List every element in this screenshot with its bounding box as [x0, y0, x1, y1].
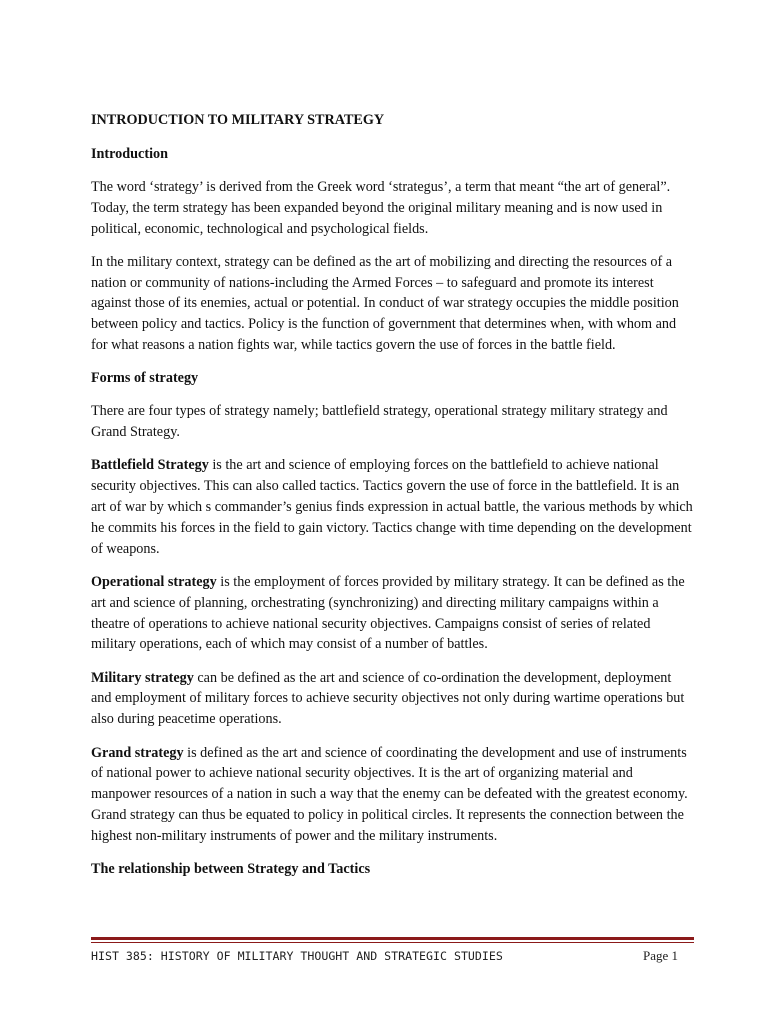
- document-page: [91, 110, 695, 892]
- paragraph-operational-strategy: [91, 572, 695, 655]
- definition-battlefield-strategy: is the art and science of employing forces on the battlefield to achieve national security objectives. This can also called tactics. Tactics govern the use of force in the battlefield. It is an art of war by which s commander’s genius finds expression in actual battle, the various methods by which he commits his forces in the field to gain victory. Tactics change with time depending on the development of weapons.: [91, 457, 693, 557]
- paragraph-strategy-origin: The word ‘strategy’ is derived from the Greek word ‘strategus’, a term that meant “the art of general”. Today, the term strategy has been expanded beyond the original military meaning and is now used in political, economic, technological and psychological fields.: [91, 179, 671, 237]
- footer-row: [91, 949, 694, 963]
- paragraph-battlefield-strategy: [91, 455, 695, 559]
- footer-page-number: Page 1: [642, 948, 678, 963]
- term-grand-strategy: Grand strategy: [91, 744, 184, 761]
- definition-military-strategy: can be defined as the art and science of co-ordination the development, deployment and employment of military forces to achieve security objectives not only during wartime operations but also during peacetime operations.: [91, 669, 685, 728]
- document-title: INTRODUCTION TO MILITARY STRATEGY: [91, 112, 385, 128]
- term-operational-strategy: Operational strategy: [91, 573, 217, 590]
- definition-operational-strategy: is the employment of forces provided by military strategy. It can be defined as the art and science of planning, orchestrating (synchronizing) and directing military campaigns within a theatre of operations to achieve national security objectives. Campaigns consist of series of related military operations, each of which may consist of a number of battles.: [91, 573, 685, 653]
- paragraph-grand-strategy: [91, 743, 695, 847]
- heading-strategy-tactics-relationship: The relationship between Strategy and Tactics: [91, 861, 371, 878]
- definition-grand-strategy: is defined as the art and science of coordinating the development and use of instruments of national power to achieve national security objectives. It is the art of organizing material and manpower resources of a nation in such a way that the enemy can be defeated with the greatest economy. Grand strategy can thus be equated to policy in political circles. It represents the connection between the highest non-military instruments of power and the military instruments.: [91, 744, 688, 844]
- footer-course-title: HIST 385: HISTORY OF MILITARY THOUGHT AND STRATEGIC STUDIES: [91, 949, 503, 963]
- term-military-strategy: Military strategy: [91, 669, 194, 686]
- paragraph-military-context: In the military context, strategy can be defined as the art of mobilizing and directing the resources of a nation or community of nations-including the Armed Forces – to safeguard and promote its interest against those of its enemies, actual or potential. In conduct of war strategy occupies the middle position between policy and tactics. Policy is the function of government that determines when, with whom and for what reasons a nation fights war, while tactics govern the use of forces in the battle field.: [91, 253, 679, 354]
- heading-introduction: Introduction: [91, 146, 168, 162]
- footer-rule-thin: [91, 942, 694, 943]
- page-footer: [91, 937, 694, 963]
- term-battlefield-strategy: Battlefield Strategy: [91, 457, 209, 474]
- paragraph-military-strategy: [91, 668, 695, 730]
- heading-forms-of-strategy: Forms of strategy: [91, 370, 199, 387]
- paragraph-four-types: There are four types of strategy namely; battlefield strategy, operational strategy military strategy and Grand Strategy.: [91, 403, 668, 441]
